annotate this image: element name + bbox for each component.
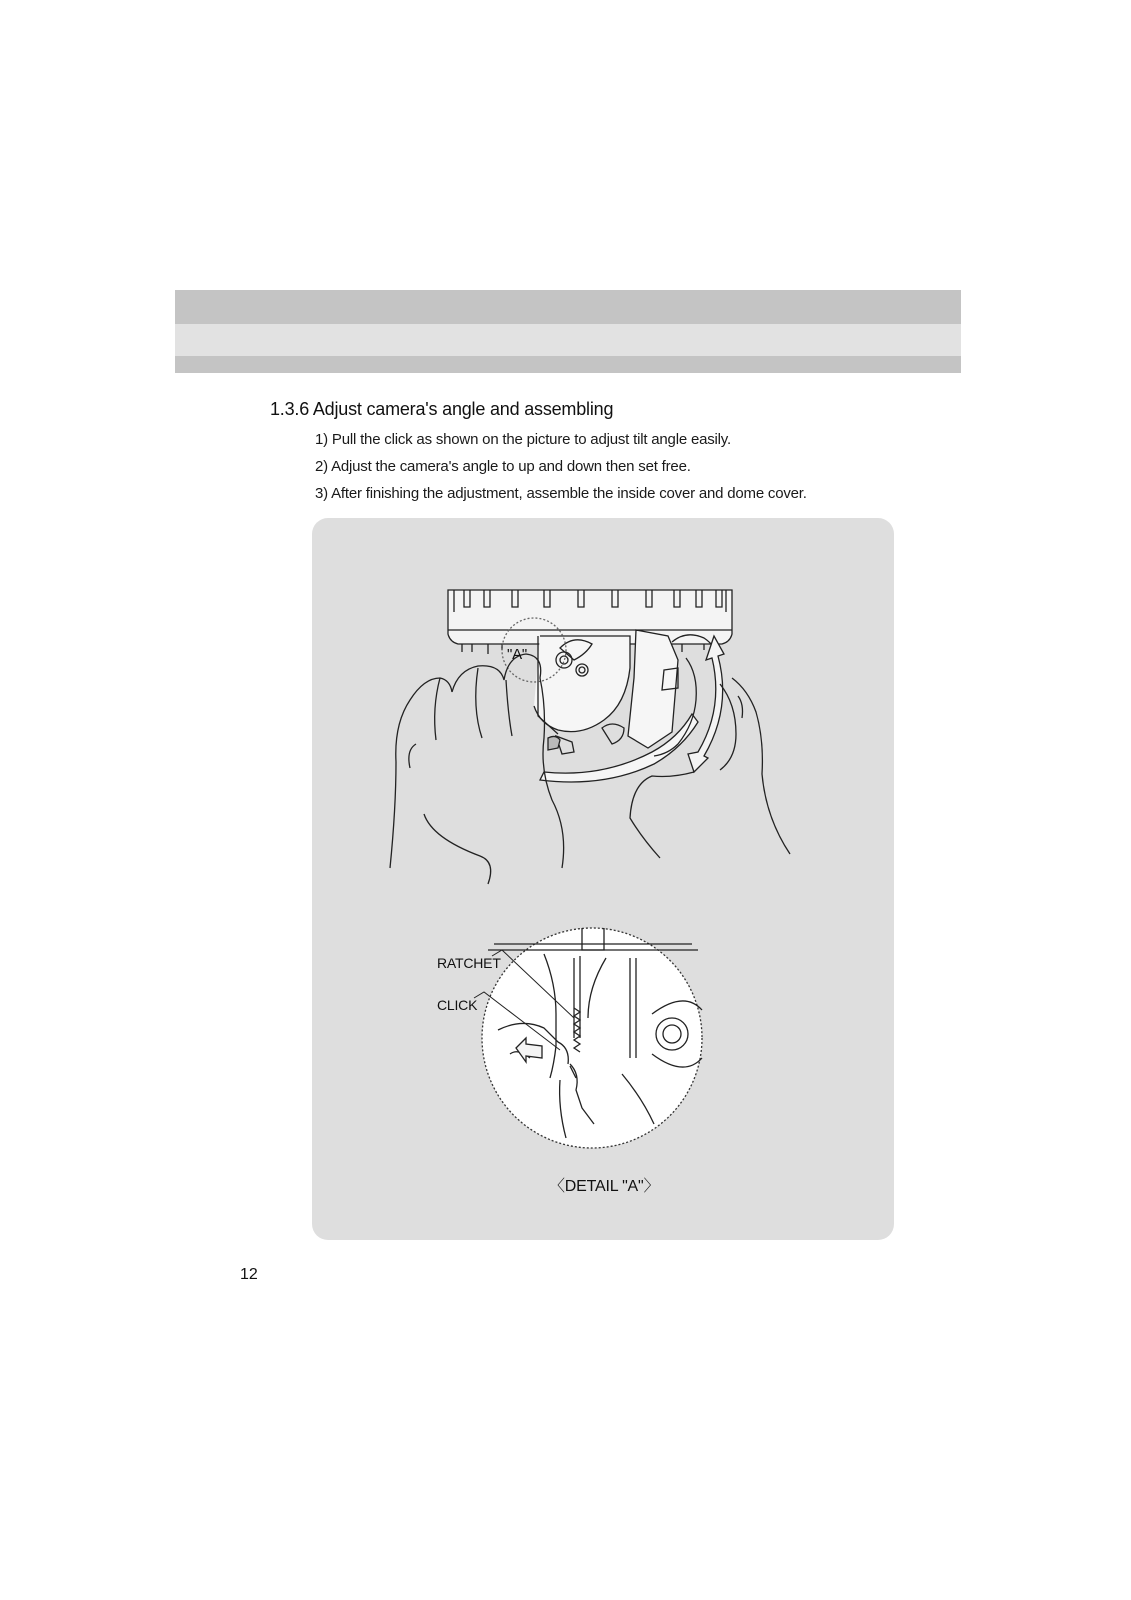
detail-caption: 〈DETAIL "A"〉 [549, 1178, 660, 1195]
camera-adjust-illustration [312, 518, 894, 1240]
step-list [315, 430, 807, 511]
step-item-2: 2) Adjust the camera's angle to up and down then set free. [315, 458, 691, 475]
step-item-3: 3) After finishing the adjustment, assemble the inside cover and dome cover. [315, 485, 807, 502]
page-number: 12 [240, 1266, 258, 1283]
header-band-top [175, 290, 961, 324]
callout-a-label: "A" [507, 646, 528, 663]
click-label: CLICK [437, 997, 478, 1013]
tilt-double-arrow-icon [688, 636, 724, 772]
header-band-bottom [175, 356, 961, 373]
ratchet-label: RATCHET [437, 955, 501, 971]
step-item-1: 1) Pull the click as shown on the picture to adjust tilt angle easily. [315, 431, 731, 448]
figure-panel [312, 518, 894, 1240]
detail-a-circle-drawing [482, 928, 702, 1148]
header-band-middle [175, 324, 961, 356]
section-title: 1.3.6 Adjust camera's angle and assembling [270, 399, 614, 419]
